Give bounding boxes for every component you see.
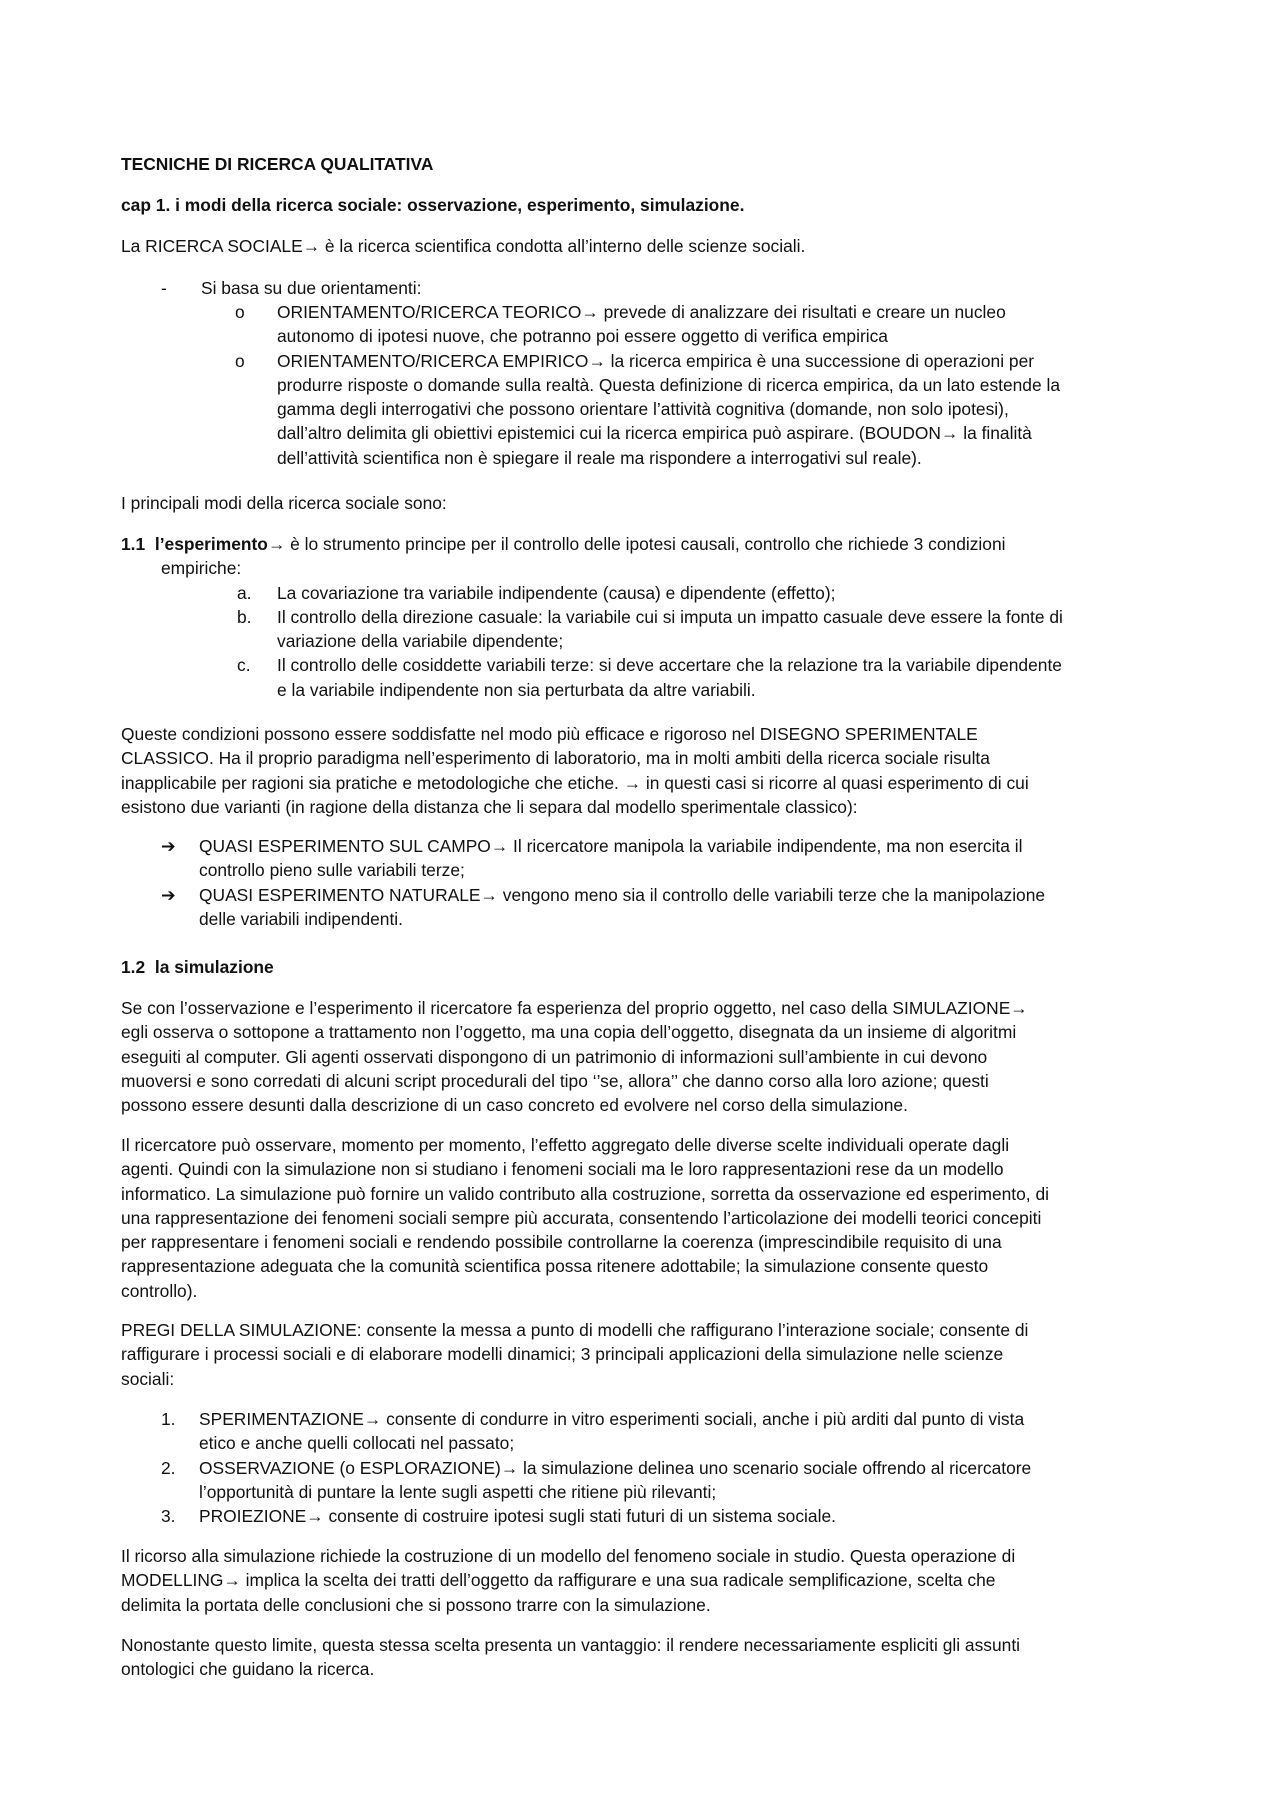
dash-bullet: - [161, 278, 167, 298]
text-line: Il ricercatore può osservare, momento per momento, l’effetto aggregato delle diverse scelte individuali operate dagli [121, 1135, 1010, 1155]
list-item [121, 605, 1161, 654]
list-item [121, 1504, 1161, 1528]
number-marker: 2. [161, 1457, 176, 1478]
section-heading-row [121, 532, 1161, 556]
section-simulazione-heading [121, 955, 1161, 979]
text-line: QUASI ESPERIMENTO NATURALE→ vengono meno sia il controllo delle variabili terze che la manipolazione [199, 884, 1046, 905]
simulation-paragraph-2 [121, 1133, 1161, 1303]
section-heading: la simulazione [154, 957, 274, 977]
text-line: autonomo di ipotesi nuove, che potranno poi essere oggetto di verifica empirica [277, 326, 888, 347]
text-line: delimita la portata delle conclusioni che si possono trarre con la simulazione. [121, 1594, 711, 1615]
simulation-paragraph-1 [121, 996, 1161, 1117]
text-line: Il controllo della direzione casuale: la variabile cui si imputa un impatto casuale deve essere la fonte di [277, 606, 1063, 627]
text-line: dell’attività scientifica non è spiegare il reale ma rispondere a interrogativi sul reale). [277, 447, 922, 468]
section-number: 1.2 [121, 957, 146, 977]
text-line: l’opportunità di puntare la lente sugli aspetti che ritiene più rilevanti; [199, 1481, 717, 1502]
text-line: controllo). [121, 1280, 198, 1301]
conditions-paragraph [121, 722, 1161, 819]
text-line: controllo pieno sulle variabili terze; [199, 860, 465, 881]
list-item [121, 581, 1161, 605]
text-line: Nonostante questo limite, questa stessa scelta presenta un vantaggio: il rendere necessariamente espliciti gli assunti [121, 1635, 1021, 1655]
text-line: delle variabili indipendenti. [199, 908, 403, 929]
text-line: inapplicabile per ragioni sia pratiche e metodologiche che etiche. → in questi casi si ricorre al quasi esperimento di cui [121, 772, 1029, 793]
list-item [121, 883, 1161, 932]
text-line: eseguiti al computer. Gli agenti osservati dispongono di un patrimonio di informazioni sull’ambiente in cui devono [121, 1046, 988, 1067]
list-item [121, 1456, 1161, 1505]
quasi-experiment-list [121, 834, 1161, 931]
text-line: PREGI DELLA SIMULAZIONE: consente la messa a punto di modelli che raffigurano l’interazione sociale; consente di [121, 1320, 1029, 1340]
modes-intro: I principali modi della ricerca sociale sono: [121, 493, 447, 513]
chapter-heading: cap 1. i modi della ricerca sociale: osservazione, esperimento, simulazione. [121, 195, 745, 215]
text-line: La covariazione tra variabile indipendente (causa) e dipendente (effetto); [277, 582, 836, 603]
orientation-lead-row [121, 276, 1161, 300]
letter-marker: b. [237, 606, 252, 627]
text-line: raffigurare i processi sociali e di elaborare modelli dinamici; 3 principali applicazioni della simulazione nelle scienze [121, 1344, 1004, 1365]
text-line: Il ricorso alla simulazione richiede la costruzione di un modello del fenomeno sociale in studio. Questa operazione di [121, 1546, 1016, 1566]
text-line: Queste condizioni possono essere soddisfatte nel modo più efficace e rigoroso nel DISEGNO SPERIMENTALE [121, 724, 978, 744]
circle-bullet: o [235, 350, 245, 371]
text-line: OSSERVAZIONE (o ESPLORAZIONE)→ la simulazione delinea uno scenario sociale offrendo al ricercatore [199, 1457, 1032, 1478]
list-item [121, 1407, 1161, 1456]
list-item-text [277, 300, 1161, 349]
text-line: informatico. La simulazione può fornire un valido contributo alla costruzione, sorretta da osservazione ed esperimento, di [121, 1183, 1050, 1204]
text-line: etico e anche quelli collocati nel passato; [199, 1433, 515, 1454]
list-item-text [277, 653, 1161, 702]
section-esperimento [121, 532, 1161, 702]
circle-bullet: o [235, 302, 245, 322]
text-line: una rappresentazione dei fenomeni sociali sempre più accurata, consentendo l’articolazione dei modelli teorici concepiti [121, 1207, 1042, 1228]
text-line: ORIENTAMENTO/RICERCA EMPIRICO→ la ricerca empirica è una successione di operazioni per [277, 350, 1035, 371]
number-marker: 3. [161, 1506, 176, 1527]
text-line: QUASI ESPERIMENTO SUL CAMPO→ Il ricercatore manipola la variabile indipendente, ma non esercita il [199, 836, 1023, 856]
list-item [121, 834, 1161, 883]
applications-list [121, 1407, 1161, 1528]
section-number: 1.1 [121, 534, 146, 554]
intro-paragraph: La RICERCA SOCIALE→ è la ricerca scientifica condotta all’interno delle scienze sociali. [121, 236, 806, 256]
text-line: variazione della variabile dipendente; [277, 631, 564, 652]
text-line: PROIEZIONE→ consente di costruire ipotesi sugli stati futuri di un sistema sociale. [199, 1506, 836, 1527]
text-line: CLASSICO. Ha il proprio paradigma nell’esperimento di laboratorio, ma in molti ambiti della ricerca sociale risulta [121, 748, 990, 769]
text-line: rappresentazione adeguata che la comunità scientifica possa ritenere adottabile; la simulazione consente questo [121, 1256, 989, 1277]
list-item-text [277, 349, 1161, 470]
list-item [121, 653, 1161, 702]
limit-paragraph [121, 1633, 1161, 1682]
text-line: muoversi e sono corredati di alcuni script procedurali del tipo ‘’se, allora’’ che danno corso alla loro azione; questi [121, 1070, 989, 1091]
text-line: esistono due varianti (in ragione della distanza che li separa dal modello sperimentale classico): [121, 796, 858, 817]
text-line: per rappresentare i fenomeni sociali e rendendo possibile controllarne la coerenza (imprescindibile requisito di una [121, 1232, 1002, 1253]
modelling-paragraph [121, 1544, 1161, 1617]
text-line: possono essere desunti dalla descrizione di un caso concreto ed evolvere nel corso della simulazione. [121, 1095, 908, 1116]
section-lead-continuation: empiriche: [161, 558, 242, 579]
text-line: SPERIMENTAZIONE→ consente di condurre in vitro esperimenti sociali, anche i più arditi dal punto di vista [199, 1409, 1025, 1429]
text-line: ontologici che guidano la ricerca. [121, 1659, 375, 1680]
list-item [121, 349, 1161, 470]
text-line: e la variabile indipendente non sia perturbata da altre variabili. [277, 679, 756, 700]
text-line: gamma degli interrogativi che possono orientare l’attività cognitiva (domande, non solo ipotesi), [277, 399, 1009, 420]
list-item [121, 300, 1161, 349]
text-line: Se con l’osservazione e l’esperimento il ricercatore fa esperienza del proprio oggetto, nel caso della SIMULAZIONE→ [121, 998, 1028, 1018]
document-title: TECNICHE DI RICERCA QUALITATIVA [121, 154, 434, 174]
list-item-text [277, 605, 1161, 654]
list-item-text [199, 834, 1161, 883]
section-heading: l’esperimento [154, 534, 268, 554]
text-line: ORIENTAMENTO/RICERCA TEORICO→ prevede di analizzare dei risultati e creare un nucleo [277, 302, 1006, 322]
orientation-list [121, 276, 1161, 470]
list-item-text [199, 1407, 1161, 1456]
orientation-lead: Si basa su due orientamenti: [201, 278, 422, 298]
list-item-text [199, 1504, 1161, 1528]
list-item-text [199, 1456, 1161, 1505]
arrow-bullet-icon: ➔ [161, 836, 176, 856]
pregi-paragraph [121, 1318, 1161, 1391]
text-line: Il controllo delle cosiddette variabili terze: si deve accertare che la relazione tra la variabile dipendente [277, 655, 1062, 676]
text-line: sociali: [121, 1368, 175, 1389]
letter-marker: c. [237, 655, 251, 676]
text-line: egli osserva o sottopone a trattamento non l’oggetto, ma una copia dell’oggetto, disegnata da un insieme di algoritmi [121, 1022, 1017, 1043]
letter-marker: a. [237, 582, 252, 603]
number-marker: 1. [161, 1409, 176, 1429]
section-lead-text: → è lo strumento principe per il controllo delle ipotesi causali, controllo che richiede 3 condizioni [267, 534, 1006, 554]
list-item-text [277, 581, 1161, 605]
text-line: dall’altro delimita gli obiettivi epistemici cui la ricerca empirica può aspirare. (BOUDON→ la finalità [277, 423, 1032, 444]
text-line: MODELLING→ implica la scelta dei tratti dell’oggetto da raffigurare e una sua radicale semplificazione, scelta che [121, 1570, 996, 1591]
list-item-text [199, 883, 1161, 932]
text-line: produrre risposte o domande sulla realtà. Questa definizione di ricerca empirica, da un lato estende la [277, 374, 1061, 395]
text-line: agenti. Quindi con la simulazione non si studiano i fenomeni sociali ma le loro rappresentazioni rese da un modello [121, 1159, 1004, 1180]
arrow-bullet-icon: ➔ [161, 884, 176, 905]
